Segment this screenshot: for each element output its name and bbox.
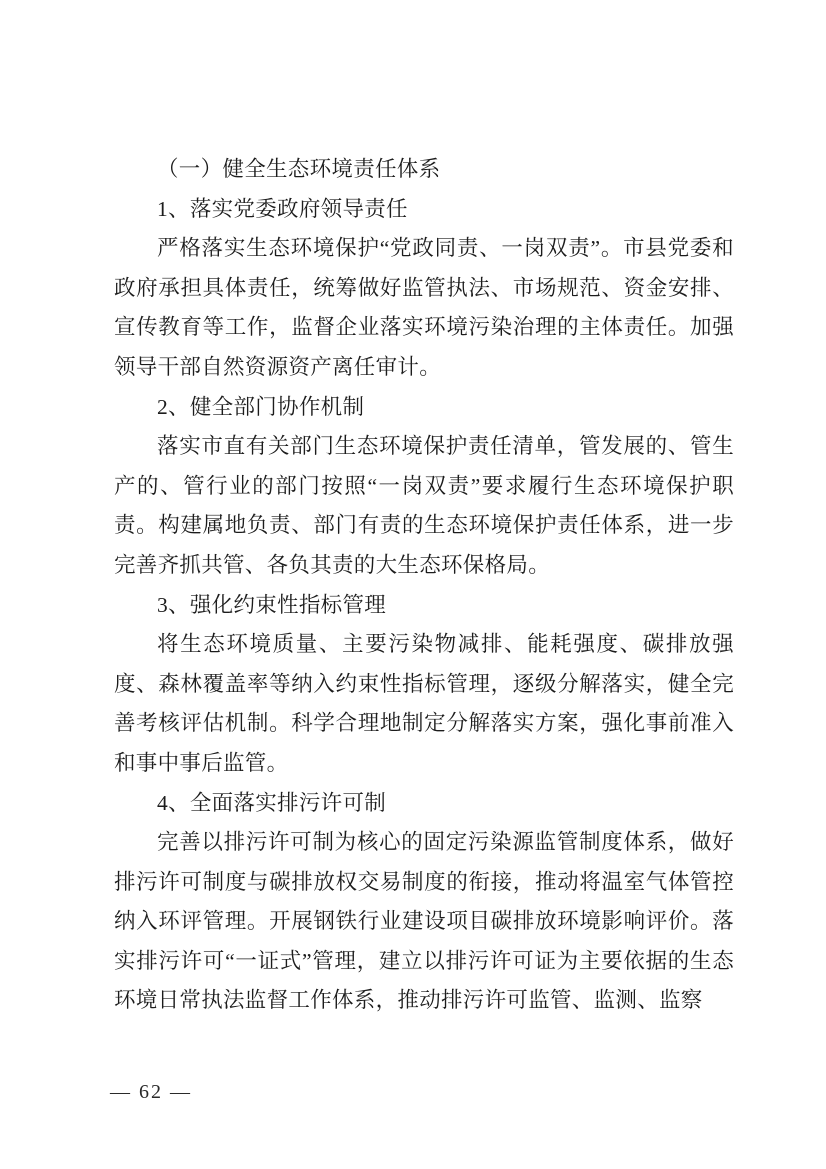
page-footer [110, 1080, 192, 1104]
subsection-4-heading: 4、全面落实排污许可制 [157, 790, 387, 815]
subsection-3-paragraph: 将生态环境质量、主要污染物减排、能耗强度、碳排放强度、森林覆盖率等纳入约束性指标管理，逐级分解落实，健全完善考核评估机制。科学合理地制定分解落实方案，强化事前准入和事中事后监管。 [114, 632, 734, 775]
subsection-2-heading: 2、健全部门协作机制 [157, 394, 365, 419]
document-body [114, 150, 734, 1021]
subsection-1-heading: 1、落实党委政府领导责任 [157, 196, 408, 221]
subsection-2-paragraph: 落实市直有关部门生态环境保护责任清单，管发展的、管生产的、管行业的部门按照“一岗双责”要求履行生态环境保护职责。构建属地负责、部门有责的生态环境保护责任体系，进一步完善齐抓共管、各负其责的大生态环保格局。 [114, 434, 734, 577]
subsection [114, 784, 734, 1022]
subsection-1-paragraph: 严格落实生态环境保护“党政同责、一岗双责”。市县党委和政府承担具体责任，统筹做好监管执法、市场规范、资金安排、宣传教育等工作，监督企业落实环境污染治理的主体责任。加强领导干部自然资源资产离任审计。 [114, 236, 734, 379]
section-heading: （一）健全生态环境责任体系 [157, 157, 441, 181]
subsection [114, 190, 734, 388]
page-number: — 62 — [110, 1081, 192, 1103]
subsection-3-heading: 3、强化约束性指标管理 [157, 592, 387, 617]
subsection-4-paragraph: 完善以排污许可制为核心的固定污染源监管制度体系，做好排污许可制度与碳排放权交易制度的衔接，推动将温室气体管控纳入环评管理。开展钢铁行业建设项目碳排放环境影响评价。落实排污许可“一证式”管理，建立以排污许可证为主要依据的生态环境日常执法监督工作体系，推动排污许可监管、监测、监察 [114, 830, 734, 1013]
subsection [114, 586, 734, 784]
subsection [114, 388, 734, 586]
